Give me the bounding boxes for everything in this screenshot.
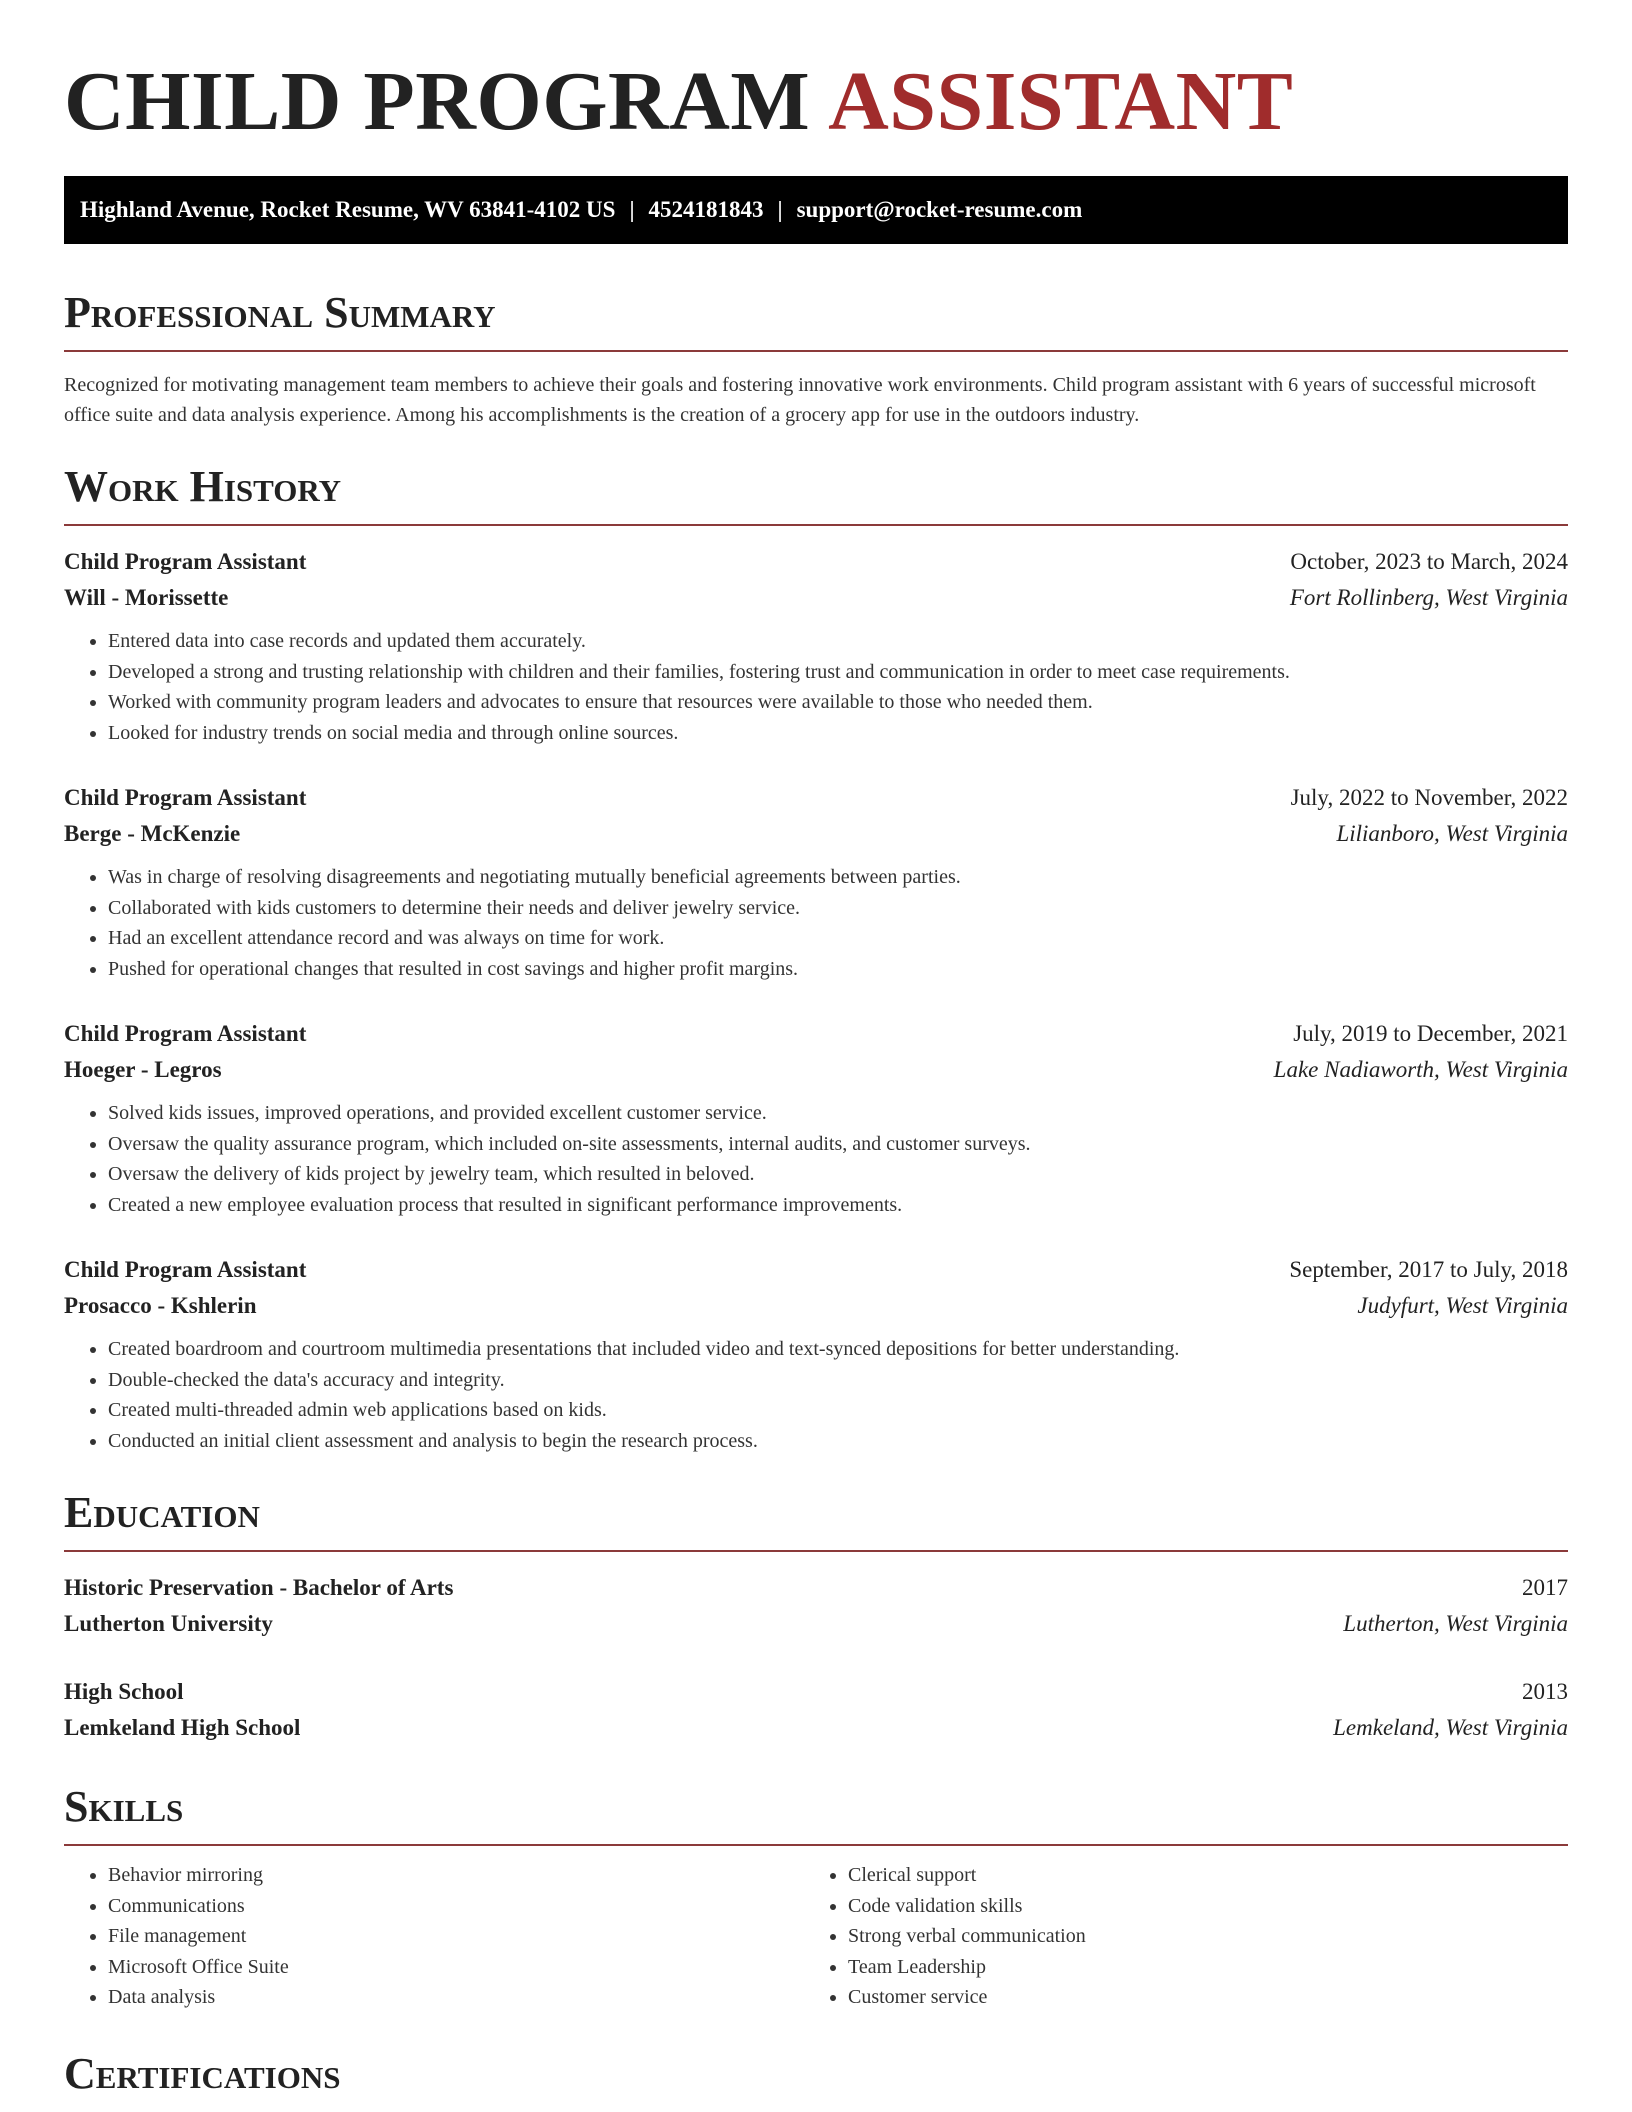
job-entry [64, 780, 1568, 984]
education-degree: High School [64, 1679, 184, 1704]
contact-email[interactable]: support@rocket-resume.com [796, 197, 1083, 222]
education-degree-row [64, 1570, 1568, 1606]
contact-address: Highland Avenue, Rocket Resume, WV 63841-4102 US [80, 197, 616, 222]
job-entry [64, 544, 1568, 748]
education-year: 2013 [1522, 1679, 1568, 1704]
section-heading-work: Work History [64, 462, 342, 511]
job-header-row [64, 1016, 1568, 1052]
job-entry [64, 1016, 1568, 1220]
section-heading-summary: Professional Summary [64, 288, 496, 337]
skill-item: • Team Leadership [848, 1952, 1544, 1983]
contact-separator: | [777, 197, 783, 222]
job-title: Child Program Assistant [64, 785, 307, 810]
job-bullet: • Created boardroom and courtroom multimedia presentations that included video and text-synced depositions for better understanding. [108, 1334, 1568, 1365]
job-company-row [64, 1052, 1568, 1088]
title-part-2: ASSISTANT [828, 55, 1294, 148]
job-company: Hoeger - Legros [64, 1057, 222, 1082]
job-title: Child Program Assistant [64, 1021, 307, 1046]
job-header-row [64, 1252, 1568, 1288]
resume-page [64, 0, 1568, 2101]
skill-item: • File management [108, 1921, 804, 1952]
education-school: Lutherton University [64, 1611, 273, 1636]
job-bullet: • Double-checked the data's accuracy and integrity. [108, 1365, 1568, 1396]
job-bullet: • Entered data into case records and updated them accurately. [108, 626, 1568, 657]
skill-item: • Behavior mirroring [108, 1860, 804, 1891]
education-school-row [64, 1710, 1568, 1746]
skill-item: • Clerical support [848, 1860, 1544, 1891]
job-dates: September, 2017 to July, 2018 [1289, 1257, 1568, 1282]
job-bullets [64, 1098, 1568, 1220]
job-bullet: • Looked for industry trends on social media and through online sources. [108, 718, 1568, 749]
section-divider [64, 1844, 1568, 1846]
education-location: Lemkeland, West Virginia [1333, 1715, 1568, 1740]
job-title: Child Program Assistant [64, 549, 307, 574]
job-title: Child Program Assistant [64, 1257, 307, 1282]
job-bullet: • Conducted an initial client assessment and analysis to begin the research process. [108, 1426, 1568, 1457]
job-bullet: • Created a new employee evaluation process that resulted in significant performance improvements. [108, 1190, 1568, 1221]
job-company: Prosacco - Kshlerin [64, 1293, 257, 1318]
job-bullet: • Solved kids issues, improved operations, and provided excellent customer service. [108, 1098, 1568, 1129]
job-dates: July, 2019 to December, 2021 [1293, 1021, 1568, 1046]
education-year: 2017 [1522, 1575, 1568, 1600]
job-bullet: • Had an excellent attendance record and was always on time for work. [108, 923, 1568, 954]
education-degree: Historic Preservation - Bachelor of Arts [64, 1575, 454, 1600]
certifications-section [64, 2047, 1568, 2101]
education-section [64, 1486, 1568, 1746]
job-bullet: • Pushed for operational changes that resulted in cost savings and higher profit margins. [108, 954, 1568, 985]
job-company: Will - Morissette [64, 585, 229, 610]
contact-separator: | [629, 197, 635, 222]
section-heading-skills: Skills [64, 1782, 184, 1831]
skill-item: • Microsoft Office Suite [108, 1952, 804, 1983]
job-bullet: • Created multi-threaded admin web applications based on kids. [108, 1395, 1568, 1426]
summary-text: Recognized for motivating management team members to achieve their goals and fostering innovative work environments. Child program assistant with 6 years of successful microsoft office suite and data analysis experience. Among his accomplishments is the creation of a grocery app for use in the outdoors industry. [64, 374, 1536, 426]
job-bullets [64, 1334, 1568, 1456]
education-entry [64, 1570, 1568, 1642]
job-company-row [64, 580, 1568, 616]
job-dates: July, 2022 to November, 2022 [1290, 785, 1568, 810]
section-divider [64, 350, 1568, 352]
professional-summary-section [64, 286, 1568, 430]
job-company: Berge - McKenzie [64, 821, 241, 846]
job-bullet: • Oversaw the quality assurance program, which included on-site assessments, internal audits, and customer surveys. [108, 1129, 1568, 1160]
job-company-row [64, 816, 1568, 852]
job-bullet: • Worked with community program leaders and advocates to ensure that resources were available to those who needed them. [108, 687, 1568, 718]
work-history-section [64, 460, 1568, 1456]
job-location: Judyfurt, West Virginia [1357, 1293, 1568, 1318]
skills-list-left [64, 1860, 804, 2013]
contact-bar [64, 176, 1568, 244]
job-company-row [64, 1288, 1568, 1324]
job-bullet: • Oversaw the delivery of kids project by jewelry team, which resulted in beloved. [108, 1159, 1568, 1190]
job-bullet: • Developed a strong and trusting relationship with children and their families, fostering trust and communication in order to meet case requirements. [108, 657, 1568, 688]
job-bullet: • Was in charge of resolving disagreements and negotiating mutually beneficial agreements between parties. [108, 862, 1568, 893]
contact-phone[interactable]: 4524181843 [648, 197, 764, 222]
job-bullets [64, 862, 1568, 984]
education-school-row [64, 1606, 1568, 1642]
skill-item: • Code validation skills [848, 1891, 1544, 1922]
job-header-row [64, 544, 1568, 580]
job-location: Fort Rollinberg, West Virginia [1289, 585, 1568, 610]
education-degree-row [64, 1674, 1568, 1710]
education-location: Lutherton, West Virginia [1343, 1611, 1568, 1636]
job-dates: October, 2023 to March, 2024 [1290, 549, 1568, 574]
section-heading-education: Education [64, 1488, 260, 1537]
skill-item: • Data analysis [108, 1982, 804, 2013]
section-divider [64, 1550, 1568, 1552]
job-entry [64, 1252, 1568, 1456]
skill-item: • Communications [108, 1891, 804, 1922]
job-bullet: • Collaborated with kids customers to determine their needs and deliver jewelry service. [108, 893, 1568, 924]
education-entry [64, 1674, 1568, 1746]
skills-list-right [804, 1860, 1544, 2013]
education-school: Lemkeland High School [64, 1715, 301, 1740]
job-location: Lake Nadiaworth, West Virginia [1273, 1057, 1568, 1082]
section-divider [64, 524, 1568, 526]
job-bullets [64, 626, 1568, 748]
skill-item: • Strong verbal communication [848, 1921, 1544, 1952]
skills-section [64, 1780, 1568, 2013]
title-part-1: CHILD PROGRAM [64, 55, 811, 148]
resume-title [64, 0, 1568, 152]
skill-item: • Customer service [848, 1982, 1544, 2013]
skills-columns [64, 1860, 1568, 2013]
job-location: Lilianboro, West Virginia [1336, 821, 1568, 846]
section-heading-certifications: Certifications [64, 2048, 341, 2098]
job-header-row [64, 780, 1568, 816]
